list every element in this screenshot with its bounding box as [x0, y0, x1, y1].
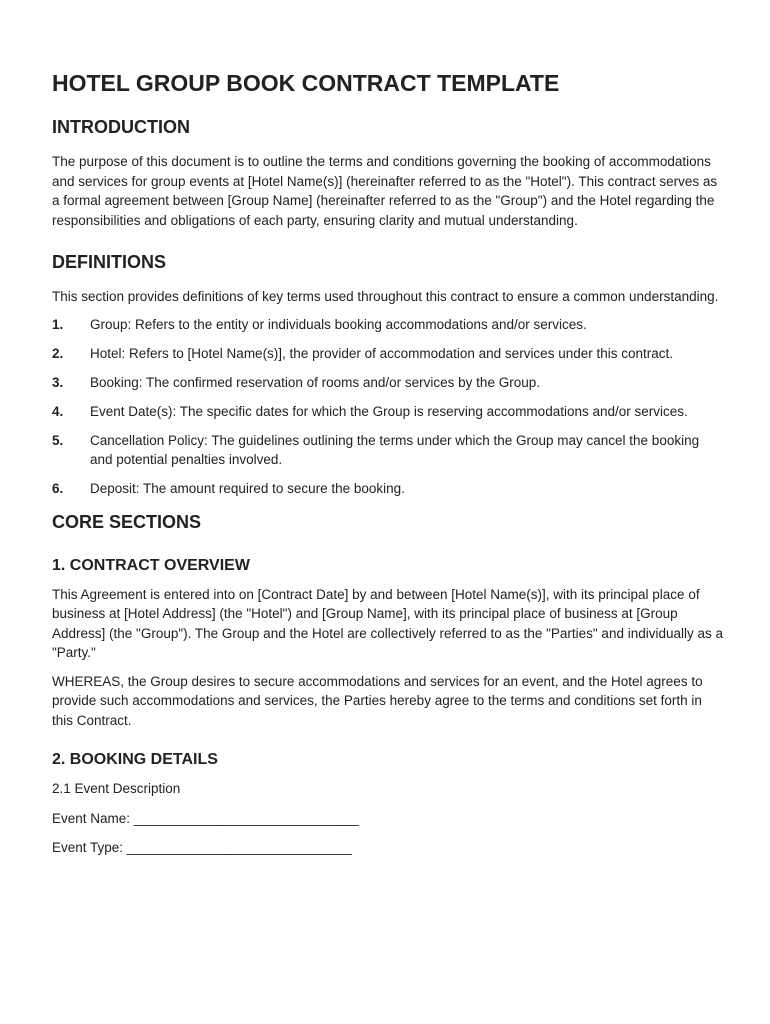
- list-item-text: Event Date(s): The specific dates for which the Group is reserving accommodations and/or services.: [90, 403, 688, 419]
- list-item-number: 4.: [52, 403, 64, 419]
- list-item: [52, 479, 724, 499]
- list-item-text: Hotel: Refers to [Hotel Name(s)], the provider of accommodation and services under this contract.: [90, 345, 674, 361]
- list-item-number: 3.: [52, 374, 64, 390]
- introduction-text: The purpose of this document is to outline the terms and conditions governing the booking of accommodations and services for group events at [Hotel Name(s)] (hereinafter referred to as the "Hotel"). This contract serves as a formal agreement between [Group Name] (hereinafter referred to as the "Group") and the Hotel regarding the responsibilities and obligations of each party, ensuring clarity and mutual understanding.: [52, 154, 718, 228]
- event-type-field: Event Type: ______________________________: [52, 840, 353, 855]
- list-item-text: Deposit: The amount required to secure the booking.: [90, 481, 405, 496]
- introduction-heading: INTRODUCTION: [52, 117, 190, 137]
- definitions-intro: This section provides definitions of key terms used throughout this contract to ensure a common understanding.: [52, 289, 719, 304]
- contract-overview-heading: 1. CONTRACT OVERVIEW: [52, 556, 250, 574]
- contract-overview-paragraph-1: This Agreement is entered into on [Contract Date] by and between [Hotel Name(s)], with its principal place of business at [Hotel Address] (the "Hotel") and [Group Name], with its principal place of business at [Group Address] (the "Group"). The Group and the Hotel are collectively referred to as the "Parties" and individually as a "Party.": [52, 586, 724, 660]
- event-description-subheading: 2.1 Event Description: [52, 781, 181, 796]
- list-item: [52, 431, 724, 470]
- contract-overview-paragraph-2: WHEREAS, the Group desires to secure accommodations and services for an event, and the Hotel agrees to provide such accommodations and services, the Parties hereby agree to the terms and conditions set forth in this Contract.: [52, 673, 703, 728]
- list-item-number: 6.: [52, 481, 64, 496]
- event-name-field: Event Name: ______________________________: [52, 810, 360, 826]
- core-sections-heading: CORE SECTIONS: [52, 511, 202, 532]
- list-item: [52, 315, 724, 335]
- list-item: [52, 344, 724, 364]
- list-item: [52, 373, 724, 393]
- list-item-number: 5.: [52, 432, 64, 448]
- list-item-text: Booking: The confirmed reservation of rooms and/or services by the Group.: [90, 374, 540, 390]
- list-item-text: Group: Refers to the entity or individuals booking accommodations and/or services.: [90, 316, 587, 332]
- list-item-number: 2.: [52, 345, 64, 361]
- definitions-heading: DEFINITIONS: [52, 252, 167, 272]
- list-item-text: Cancellation Policy: The guidelines outlining the terms under which the Group may cancel the booking and potential penalties involved.: [90, 432, 700, 467]
- list-item-number: 1.: [52, 316, 64, 332]
- definitions-list: [52, 315, 724, 499]
- document-page: [52, 70, 724, 858]
- booking-details-heading: 2. BOOKING DETAILS: [52, 751, 218, 768]
- document-title: HOTEL GROUP BOOK CONTRACT TEMPLATE: [52, 70, 560, 96]
- list-item: [52, 402, 724, 422]
